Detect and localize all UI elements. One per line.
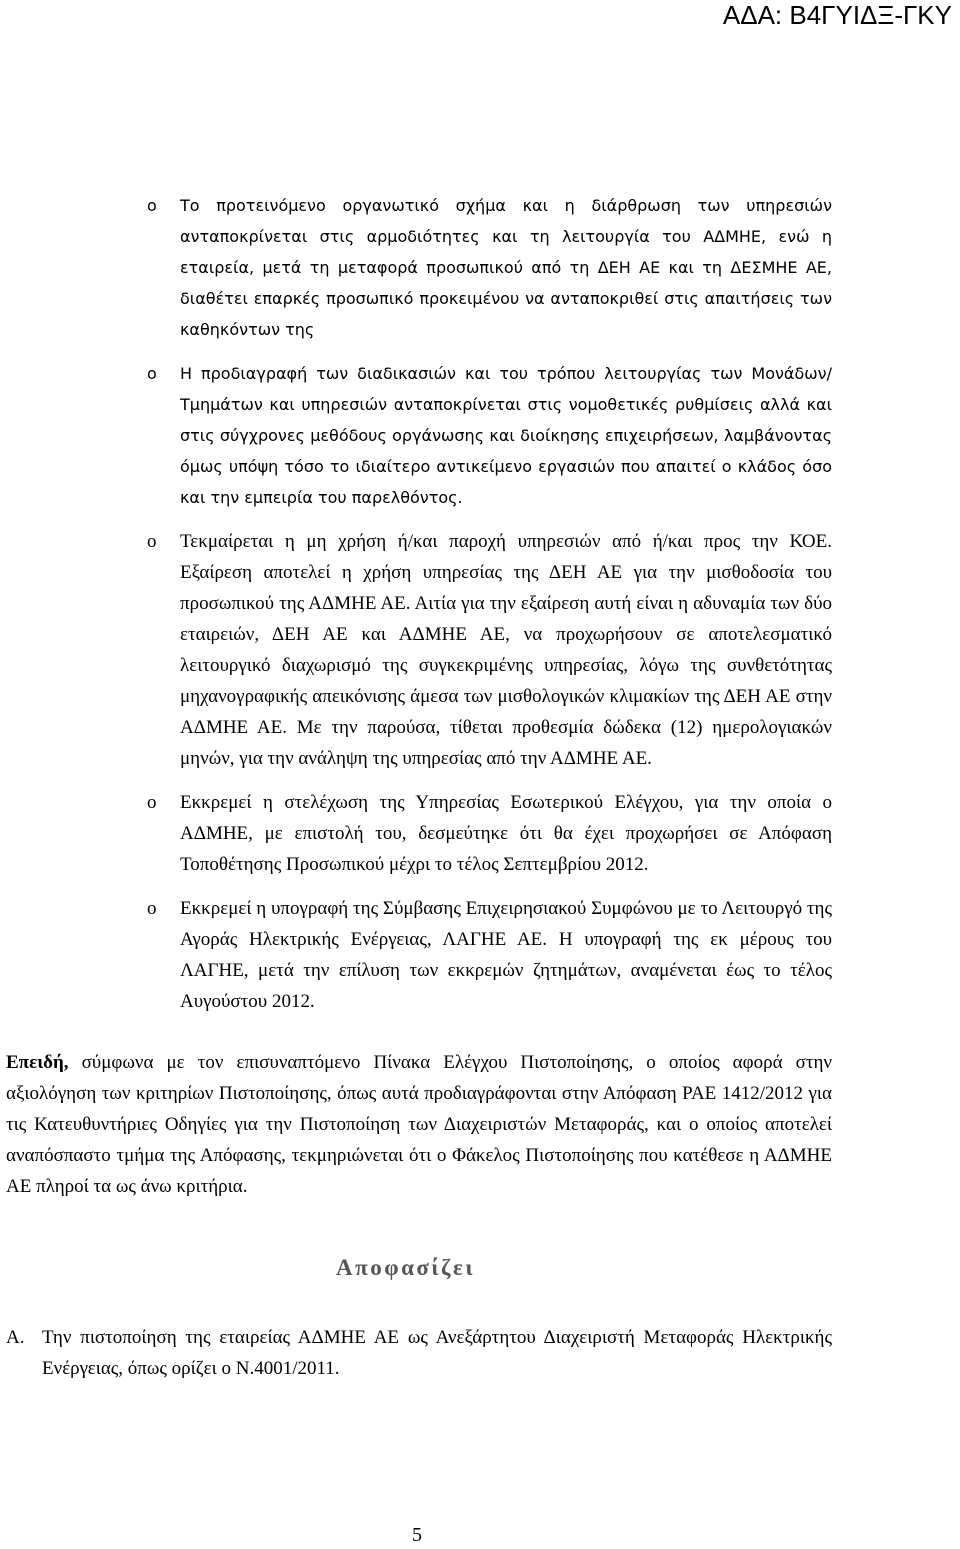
list-item: o Εκκρεμεί η υπογραφή της Σύμβασης Επιχειρησιακού Συμφώνου με το Λειτουργό της Αγοράς Ηλεκτρικής Ενέργειας, ΛΑΓΗΕ ΑΕ. Η υπογραφή της εκ μέρους του ΛΑΓΗΕ, μετά την επίλυση των εκκρεμών ζητημάτων, αναμένεται έως το τέλος Αυγούστου 2012. [6,893,832,1017]
decision-heading: Αποφασίζει [336,1255,476,1280]
whereas-text: σύμφωνα με τον επισυναπτόμενο Πίνακα Ελέγχου Πιστοποίησης, ο οποίος αφορά στην αξιολόγηση των κριτηρίων Πιστοποίησης, όπως αυτά προδιαγράφονται στην Απόφαση ΡΑΕ 1412/2012 για τις Κατευθυντήριες Οδηγίες για την Πιστοποίηση των Διαχειριστών Μεταφοράς, και ο οποίος αποτελεί αναπόσπαστο τμήμα της Απόφασης, τεκμηριώνεται ότι ο Φάκελος Πιστοποίησης που κατέθεσε η ΑΔΜΗΕ ΑΕ πληροί τα ως άνω κριτήρια. [6,1052,832,1197]
list-item: o Το προτεινόμενο οργανωτικό σχήμα και η διάρθρωση των υπηρεσιών ανταποκρίνεται στις αρμοδιότητες και τη λειτουργία του ΑΔΜΗΕ, ενώ η εταιρεία, μετά τη μεταφορά προσωπικού από τη ΔΕΗ ΑΕ και τη ΔΕΣΜΗΕ ΑΕ, διαθέτει επαρκές προσωπικό προκειμένου να ανταποκριθεί στις απαιτήσεις των καθηκόντων της [6,190,832,345]
list-item: o Τεκμαίρεται η μη χρήση ή/και παροχή υπηρεσιών από ή/και προς την ΚΟΕ. Εξαίρεση αποτελεί η χρήση υπηρεσίας της ΔΕΗ ΑΕ για την μισθοδοσία του προσωπικού της ΑΔΜΗΕ ΑΕ. Αιτία για την εξαίρεση αυτή είναι η αδυναμία των δύο εταιρειών, ΔΕΗ ΑΕ και ΑΔΜΗΕ ΑΕ, να προχωρήσουν σε αποτελεσματικό λειτουργικό διαχωρισμό της συγκεκριμένης υπηρεσίας, λόγω της συνθετότητας μηχανογραφικής απεικόνισης άμεσα των μισθολογικών κλιμακίων της ΔΕΗ ΑΕ στην ΑΔΜΗΕ ΑΕ. Με την παρούσα, τίθεται προθεσμία δώδεκα (12) ημερολογιακών μηνών, για την ανάληψη της υπηρεσίας από την ΑΔΜΗΕ ΑΕ. [6,526,832,774]
list-item: o Εκκρεμεί η στελέχωση της Υπηρεσίας Εσωτερικού Ελέγχου, για την οποία ο ΑΔΜΗΕ, με επιστολή του, δεσμεύτηκε ότι θα έχει προχωρήσει σε Απόφαση Τοποθέτησης Προσωπικού μέχρι το τέλος Σεπτεμβρίου 2012. [6,787,832,880]
decision-item-text: Την πιστοποίηση της εταιρείας ΑΔΜΗΕ ΑΕ ως Ανεξάρτητου Διαχειριστή Μεταφοράς Ηλεκτρικής Ενέργειας, όπως ορίζει ο Ν.4001/2011. [42,1327,832,1379]
whereas-lead: Επειδή, [6,1052,69,1073]
list-item: o Η προδιαγραφή των διαδικασιών και του τρόπου λειτουργίας των Μονάδων/Τμημάτων και υπηρεσιών ανταποκρίνεται στις νομοθετικές ρυθμίσεις αλλά και στις σύγχρονες μεθόδους οργάνωσης και διοίκησης επιχειρήσεων, λαμβάνοντας όμως υπόψη τόσο το ιδιαίτερο αντικείμενο εργασιών που απαιτεί ο κλάδος όσο και την εμπειρία του παρελθόντος. [6,358,832,513]
ada-identifier: ΑΔΑ: Β4ΓΥΙΔΞ-ΓΚΥ [722,0,952,30]
whereas-paragraph [6,1047,832,1202]
page-number: 5 [412,1524,422,1546]
decision-item [6,1322,832,1384]
bullet-list [6,190,832,1017]
document-body [6,190,832,1384]
decision-item-marker: Α. [6,1327,25,1348]
